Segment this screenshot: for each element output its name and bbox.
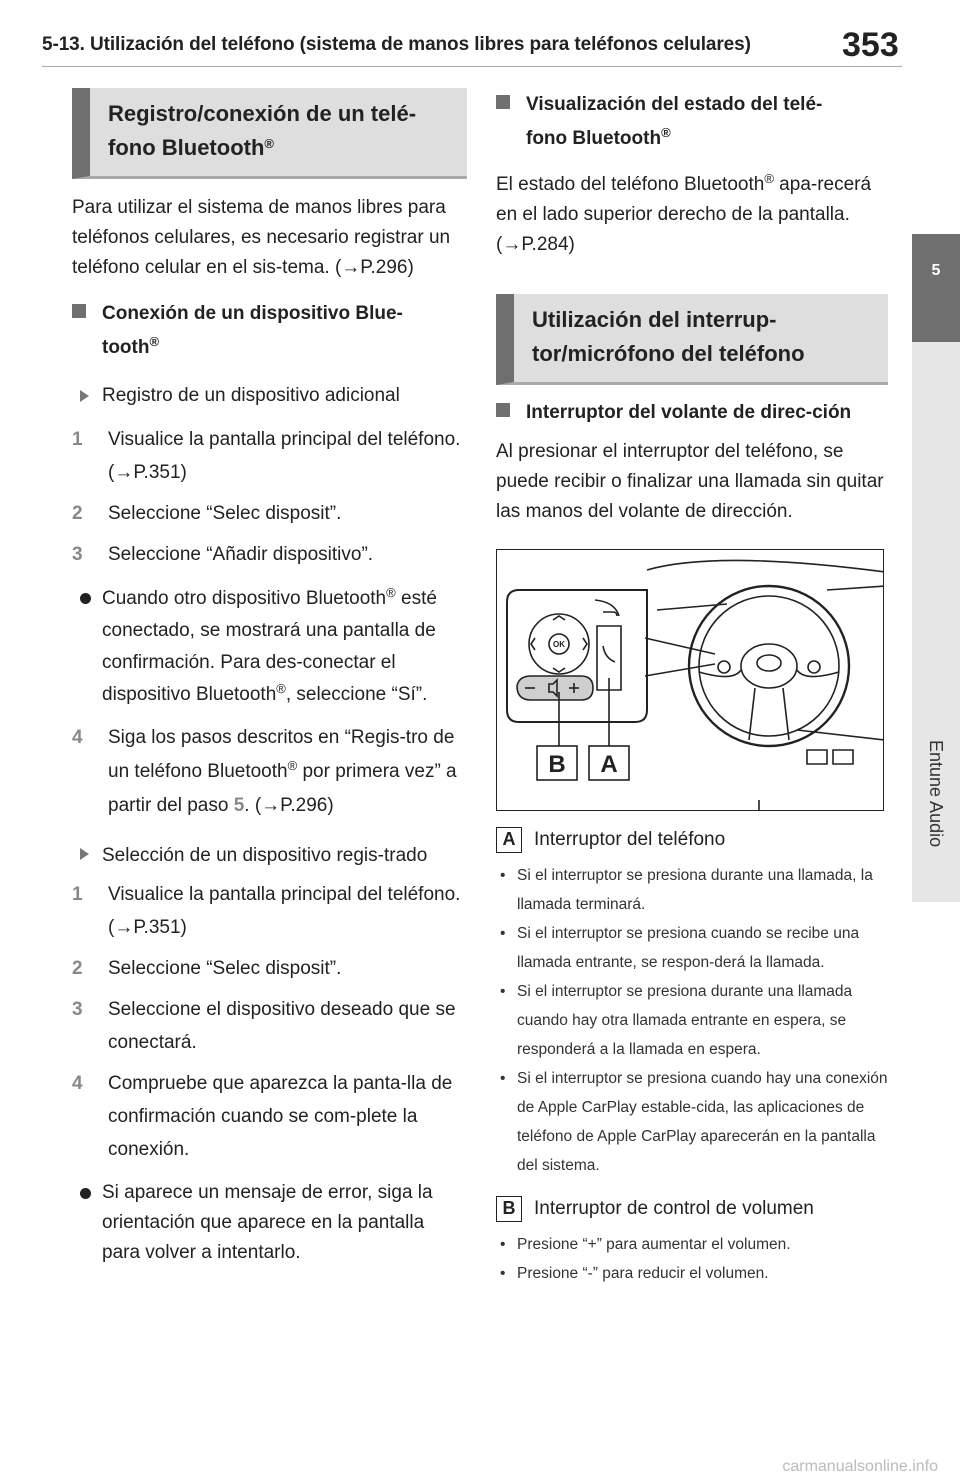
step-text: . (→P.296) [244, 795, 334, 816]
registered-mark: ® [264, 136, 274, 151]
callout-letter-a: A [496, 827, 522, 853]
list-item: • Si el interruptor se presiona durante una llamada, la llamada terminará. [496, 861, 888, 919]
subheading-line2: fono Bluetooth [526, 128, 662, 149]
callout-b-text: Interruptor de control de volumen [534, 1198, 814, 1219]
step-text: Seleccione “Selec disposit”. [108, 503, 342, 524]
list-volume-switch [496, 1230, 888, 1288]
callout-b [496, 1194, 888, 1224]
list-item: • Si el interruptor se presiona durante una llamada cuando hay otra llamada entrante en espera, se responderá a la llamada en espera. [496, 977, 888, 1064]
figure-label-b: B [548, 751, 566, 778]
step-number: 4 [72, 727, 83, 748]
section-title-registro [72, 88, 467, 179]
arrow-item-registro: Registro de un dispositivo adicional [72, 381, 467, 411]
step-text: Visualice la pantalla principal del teléfono. (→P.351) [108, 884, 461, 938]
registered-mark: ® [149, 334, 160, 349]
steering-wheel-figure [496, 549, 884, 811]
callout-a [496, 825, 888, 855]
step-number: 4 [72, 1073, 83, 1094]
section-title-line2: tor/micrófono del teléfono [532, 341, 805, 366]
step-reference: 5 [233, 795, 245, 816]
registered-mark: ® [276, 681, 286, 696]
chapter-number: 5 [931, 262, 941, 279]
step-item [72, 1067, 467, 1166]
intro-paragraph: Para utilizar el sistema de manos libres para teléfonos celulares, es necesario registrar un teléfono celular en el sis-tema. (→P.296) [72, 197, 451, 278]
step-item [72, 721, 467, 823]
subheading-conexion [72, 297, 467, 365]
registered-mark: ® [386, 585, 396, 600]
registered-mark: ® [287, 758, 298, 773]
bullet-text: Cuando otro dispositivo Bluetooth [102, 588, 387, 609]
status-paragraph [496, 170, 888, 260]
bullet-text: esté conectado, se mostrará una pantalla de confirmación. Para des-conectar el dispositivo Bluetooth [102, 588, 437, 705]
step-text: Seleccione el dispositivo deseado que se conectará. [108, 999, 456, 1053]
step-item [72, 538, 467, 571]
square-bullet-icon [72, 304, 86, 318]
list-item: • Presione “+” para aumentar el volumen. [496, 1230, 888, 1259]
step-text: Seleccione “Selec disposit”. [108, 958, 342, 979]
steering-wheel-illustration [497, 550, 884, 811]
list-item: • Presione “-” para reducir el volumen. [496, 1259, 888, 1288]
step-item [72, 423, 467, 489]
chapter-label: Entune Audio [926, 740, 946, 848]
right-column [496, 88, 888, 1288]
step-number: 1 [72, 429, 83, 450]
status-text: apa-recerá en el lado superior derecho de la pantalla. (→P.284) [496, 174, 872, 255]
callout-letter-b: B [496, 1196, 522, 1222]
section-title-interruptor [496, 294, 888, 385]
step-number: 3 [72, 999, 83, 1020]
step-text: Compruebe que aparezca la panta-lla de confirmación cuando se com-plete la conexión. [108, 1073, 453, 1160]
square-bullet-icon [496, 403, 510, 417]
step-number: 3 [72, 544, 83, 565]
subheading-estado [496, 88, 888, 156]
callout-a-text: Interruptor del teléfono [534, 829, 726, 850]
section-title-line1: Utilización del interrup- [532, 307, 777, 332]
left-column [72, 88, 467, 1268]
bullet-note-error: Si aparece un mensaje de error, siga la orientación que aparece en la pantalla para volver a intentarlo. [72, 1178, 467, 1268]
subheading-volante [496, 399, 888, 427]
steps-registro [72, 423, 467, 571]
step-item [72, 952, 467, 985]
step-text: Visualice la pantalla principal del teléfono. (→P.351) [108, 429, 461, 483]
step-item [72, 878, 467, 944]
step-text: Siga los pasos descritos en “Regis-tro de un teléfono Bluetooth [108, 727, 455, 782]
header-rule [42, 66, 902, 67]
page-number: 353 [842, 26, 899, 64]
chapter-tab[interactable] [912, 234, 960, 342]
section-title-line2: fono Bluetooth [108, 135, 265, 160]
step-number: 2 [72, 958, 83, 979]
figure-label-a: A [600, 751, 618, 778]
subheading-line2: tooth [102, 337, 150, 358]
list-item: • Si el interruptor se presiona cuando hay una conexión de Apple CarPlay estable-cida, las aplicaciones de teléfono de Apple CarPlay aparecerán en la pantalla del sistema. [496, 1064, 888, 1180]
subheading-line1: Visualización del estado del telé- [526, 94, 823, 115]
bullet-text: , seleccione “Sí”. [285, 684, 428, 705]
subheading-text: Interruptor del volante de direc-ción [526, 402, 852, 423]
step-text: Seleccione “Añadir dispositivo”. [108, 544, 374, 565]
bullet-note-confirm [72, 583, 467, 711]
watermark: carmanualsonline.info [782, 1458, 938, 1475]
header-title: 5-13. Utilización del teléfono (sistema de manos libres para teléfonos celulares) [42, 34, 751, 55]
subheading-line1: Conexión de un dispositivo Blue- [102, 303, 403, 324]
switch-paragraph: Al presionar el interruptor del teléfono, se puede recibir o finalizar una llamada sin quitar las manos del volante de dirección. [496, 441, 884, 522]
square-bullet-icon [496, 95, 510, 109]
arrow-item-seleccion: Selección de un dispositivo regis-trado [72, 839, 467, 872]
registered-mark: ® [661, 125, 671, 140]
status-text: El estado del teléfono Bluetooth [496, 174, 765, 195]
ok-button-label: OK [553, 640, 565, 649]
step-number: 1 [72, 884, 83, 905]
step-item [72, 993, 467, 1059]
step-text: por primera vez” a partir del paso [108, 761, 457, 816]
section-title-line1: Registro/conexión de un telé- [108, 101, 417, 126]
list-item: • Si el interruptor se presiona cuando se recibe una llamada entrante, se respon-derá la llamada. [496, 919, 888, 977]
registered-mark: ® [764, 171, 774, 186]
step-item [72, 497, 467, 530]
step-number: 2 [72, 503, 83, 524]
steps-seleccion [72, 878, 467, 1166]
list-phone-switch [496, 861, 888, 1180]
